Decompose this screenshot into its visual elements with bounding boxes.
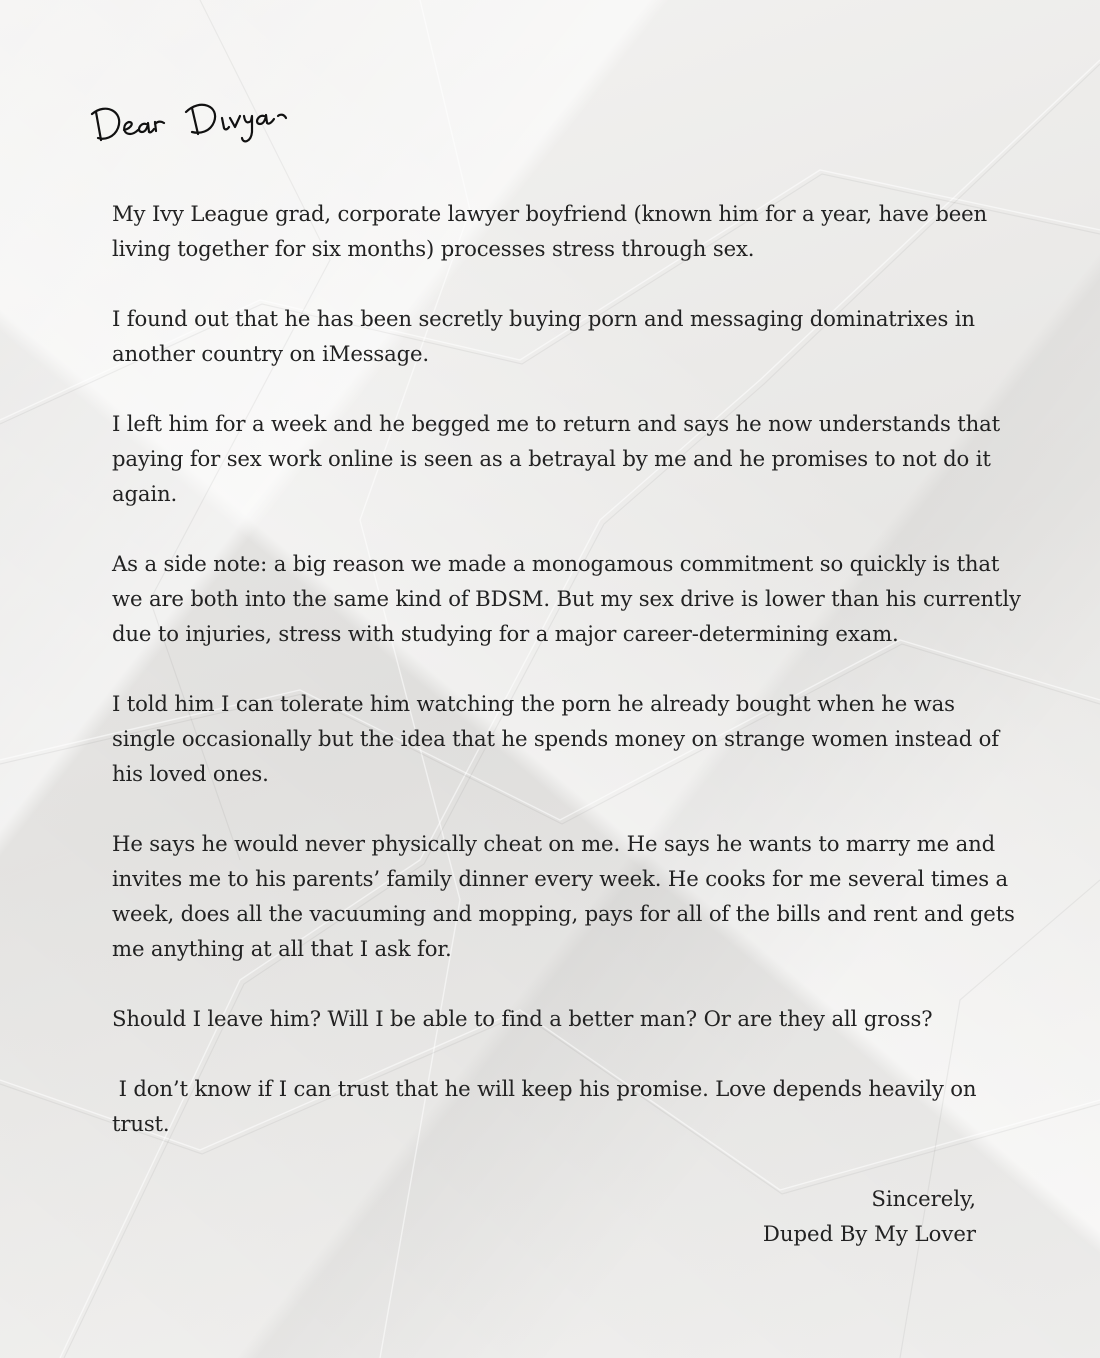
handwritten-greeting xyxy=(88,92,328,152)
paragraph-7: Should I leave him? Will I be able to find a better man? Or are they all gross? xyxy=(112,1006,933,1031)
paragraph-3: I left him for a week and he begged me to return and says he now understands that paying for sex work online is seen as a betrayal by me and he promises to not do it again. xyxy=(112,411,1000,506)
paragraph-2: I found out that he has been secretly buying porn and messaging dominatrixes in another country on iMessage. xyxy=(112,306,975,366)
paragraph-5: I told him I can tolerate him watching the porn he already bought when he was single occasionally but the idea that he spends money on strange women instead of his loved ones. xyxy=(112,691,999,786)
paragraph-4: As a side note: a big reason we made a monogamous commitment so quickly is that we are both into the same kind of BDSM. But my sex drive is lower than his currently due to injuries, stress with studying for a major career-determining exam. xyxy=(112,551,1021,646)
paragraph-1: My Ivy League grad, corporate lawyer boyfriend (known him for a year, have been living together for six months) processes stress through sex. xyxy=(112,201,988,261)
paragraph-6: He says he would never physically cheat on me. He says he wants to marry me and invites me to his parents’ family dinner every week. He cooks for me several times a week, does all the vacuuming and mopping, pays for all of the bills and rent and gets me anything at all that I ask for. xyxy=(112,831,1015,961)
signature: Duped By My Lover xyxy=(762,1221,976,1246)
paragraph-8: I don’t know if I can trust that he will keep his promise. Love depends heavily on trust. xyxy=(112,1076,983,1136)
closing: Sincerely, xyxy=(871,1186,976,1211)
letter-body xyxy=(112,196,1022,1176)
letter-signoff xyxy=(763,1181,976,1251)
greeting-script xyxy=(88,92,328,152)
